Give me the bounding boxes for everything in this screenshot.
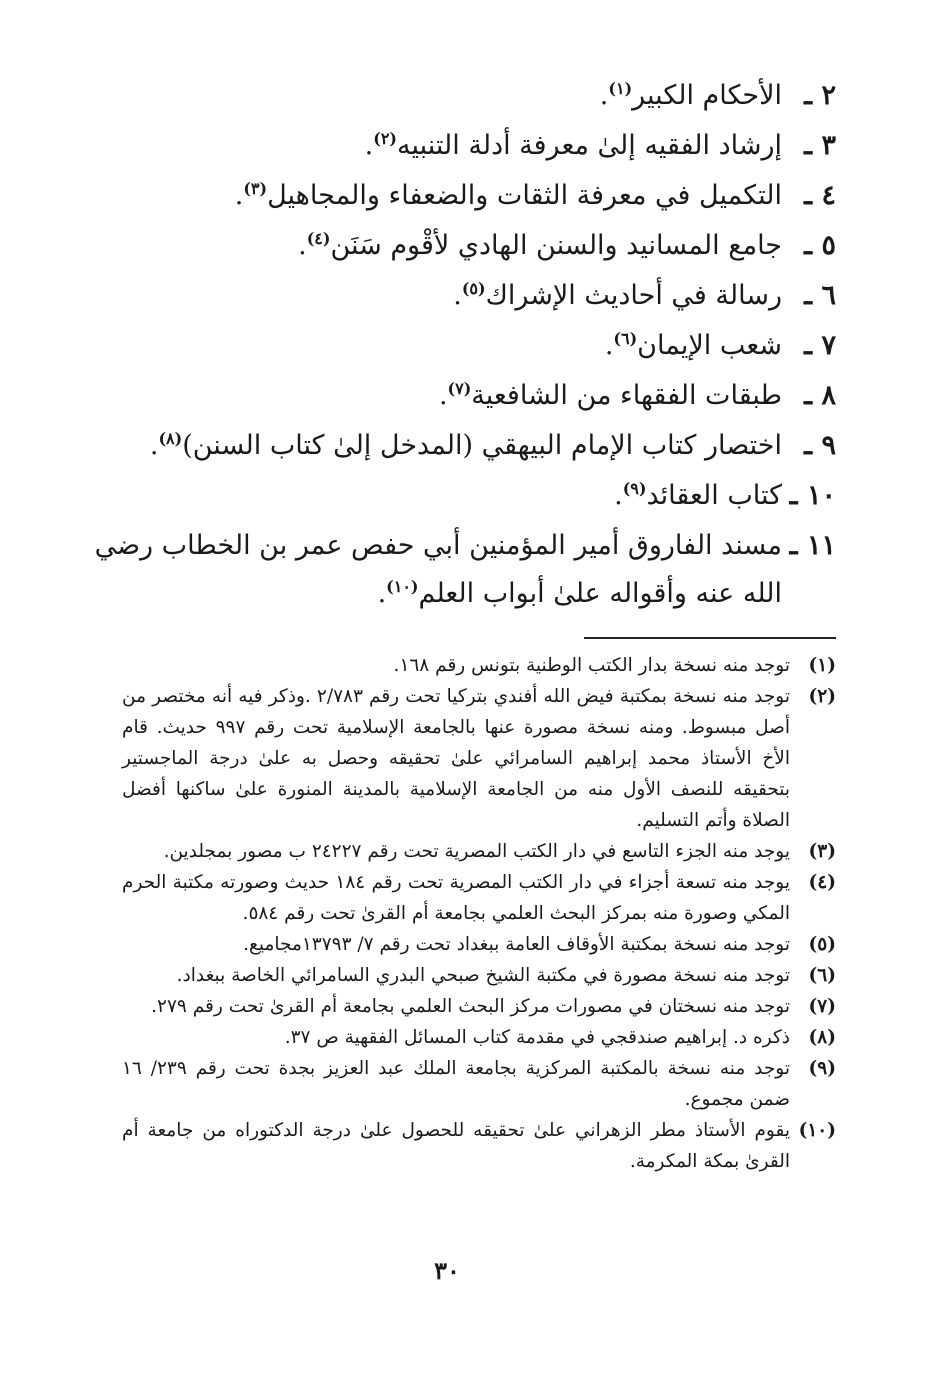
item-title: إرشاد الفقيه إلىٰ معرفة أدلة التنبيه — [396, 130, 782, 161]
item-title: كتاب العقائد — [646, 480, 782, 511]
page-number: ٣٠ — [434, 1256, 460, 1285]
list-item — [88, 172, 836, 222]
item-tail: . — [364, 130, 374, 161]
footnote-number: (٧) — [808, 996, 836, 1017]
footnote-ref[interactable]: (٢) — [373, 129, 397, 148]
item-tail: . — [234, 180, 244, 211]
footnote-text: توجد منه نسخة بدار الكتب الوطنية بتونس رقم ١٦٨. — [393, 655, 790, 676]
item-title: مسند الفاروق أمير المؤمنين أبي حفص عمر بن الخطاب رضي الله عنه وأقواله علىٰ أبواب العلم — [94, 530, 782, 609]
item-tail: . — [453, 280, 462, 311]
footnote — [122, 836, 836, 867]
item-number: ٨ ـ — [804, 380, 836, 411]
footnote-text: يقوم الأستاذ مطر الزهراني علىٰ تحقيقه للحصول علىٰ درجة الدكتوراه من جامعة أم القرىٰ بمكة المكرمة. — [122, 1120, 790, 1172]
footnote — [122, 681, 836, 836]
works-list — [88, 72, 836, 620]
footnote-ref[interactable]: (٩) — [622, 479, 647, 498]
item-number: ١٠ ـ — [789, 480, 836, 511]
list-item — [88, 522, 836, 620]
item-tail: . — [614, 480, 623, 511]
list-item — [88, 372, 836, 422]
footnote-ref[interactable]: (٧) — [447, 379, 472, 398]
footnote — [122, 1053, 836, 1115]
item-title: رسالة في أحاديث الإشراك — [485, 280, 782, 311]
item-number: ٣ ـ — [804, 130, 836, 161]
footnote — [122, 867, 836, 929]
list-item — [88, 472, 836, 522]
footnote-ref[interactable]: (٥) — [461, 279, 486, 298]
list-item — [88, 322, 836, 372]
footnote — [122, 991, 836, 1022]
item-tail: . — [599, 80, 609, 111]
footnote-separator — [584, 637, 836, 639]
footnote-text: توجد منه نسخة بمكتبة فيض الله أفندي بتركيا تحت رقم ٢/٧٨٣ .وذكر فيه أنه مختصر من أصل مبسوط. ومنه نسخة مصورة عنها بالجامعة الإسلامية تحت رقم ٩٩٧ حديث. قام الأخ الأستاذ محمد إبراهيم السامرائي علىٰ تحقيقه وحصل به علىٰ درجة الماجستير بتحقيقه للنصف الأول منه من الجامعة الإسلامية بالمدينة المنورة علىٰ ساكنها أفضل الصلاة وأتم التسليم. — [122, 686, 790, 831]
list-item — [88, 122, 836, 172]
footnote-ref[interactable]: (٤) — [306, 229, 331, 248]
item-title: طبقات الفقهاء من الشافعية — [471, 380, 782, 411]
footnote-number: (٣) — [808, 841, 836, 862]
footnote — [122, 1115, 836, 1177]
item-title: الأحكام الكبير — [632, 80, 782, 111]
item-tail: . — [604, 330, 614, 361]
item-number: ٥ ـ — [804, 230, 836, 261]
footnote-text: يوجد منه الجزء التاسع في دار الكتب المصرية تحت رقم ٢٤٢٢٧ ب مصور بمجلدين. — [163, 841, 790, 862]
list-item — [88, 72, 836, 122]
footnote — [122, 1022, 836, 1053]
footnote-number: (٢) — [808, 686, 836, 707]
footnote-text: يوجد منه تسعة أجزاء في دار الكتب المصرية تحت رقم ١٨٤ حديث وصورته مكتبة الحرم المكي وصورة منه بمركز البحث العلمي بجامعة أم القرىٰ تحت رقم ٥٨٤. — [122, 872, 790, 924]
item-title: شعب الإيمان — [637, 330, 782, 361]
footnote-ref[interactable]: (١) — [608, 79, 633, 98]
footnote-ref[interactable]: (٦) — [613, 329, 638, 348]
footnote-text: توجد منه نسختان في مصورات مركز البحث العلمي بجامعة أم القرىٰ تحت رقم ٢٧٩. — [151, 996, 790, 1017]
list-item — [88, 222, 836, 272]
item-number: ٤ ـ — [804, 180, 836, 211]
footnote — [122, 650, 836, 681]
item-tail: . — [377, 578, 387, 609]
footnote-ref[interactable]: (٣) — [243, 179, 268, 198]
item-title: اختصار كتاب الإمام البيهقي (المدخل إلىٰ كتاب السنن) — [182, 430, 782, 461]
footnote-text: توجد منه نسخة بالمكتبة المركزية بجامعة الملك عبد العزيز بجدة تحت رقم ٢٣٩/ ١٦ ضمن مجموع. — [122, 1058, 790, 1110]
footnote-text: ذكره د. إبراهيم صندقجي في مقدمة كتاب المسائل الفقهية ص ٣٧. — [284, 1027, 790, 1048]
footnote-ref[interactable]: (٨) — [158, 429, 183, 448]
item-title: التكميل في معرفة الثقات والضعفاء والمجاهيل — [267, 180, 782, 211]
footnote-number: (٦) — [808, 965, 836, 986]
item-number: ٩ ـ — [804, 430, 836, 461]
list-item — [88, 272, 836, 322]
footnote-text: توجد منه نسخة بمكتبة الأوقاف العامة ببغداد تحت رقم ٧/ ١٣٧٩٣مجاميع. — [243, 934, 790, 955]
item-number: ٧ ـ — [804, 330, 836, 361]
footnote — [122, 929, 836, 960]
item-title: جامع المسانيد والسنن الهادي لأقْوم سَنَن — [330, 230, 782, 261]
item-number: ٢ ـ — [804, 80, 836, 111]
item-tail: . — [298, 230, 307, 261]
footnote-number: (١) — [808, 655, 836, 676]
item-tail: . — [149, 430, 159, 461]
footnotes-section — [122, 650, 836, 1177]
item-tail: . — [438, 380, 448, 411]
footnote-ref[interactable]: (١٠) — [386, 577, 419, 596]
item-number: ٦ ـ — [804, 280, 836, 311]
footnote — [122, 960, 836, 991]
item-number: ١١ ـ — [789, 530, 836, 561]
footnote-number: (٨) — [808, 1027, 836, 1048]
footnote-number: (٤) — [808, 872, 836, 893]
footnote-text: توجد منه نسخة مصورة في مكتبة الشيخ صبحي البدري السامرائي الخاصة ببغداد. — [176, 965, 790, 986]
footnote-number: (٩) — [808, 1058, 836, 1079]
footnote-number: (٥) — [808, 934, 836, 955]
list-item — [88, 422, 836, 472]
footnote-number: (١٠) — [798, 1120, 836, 1141]
